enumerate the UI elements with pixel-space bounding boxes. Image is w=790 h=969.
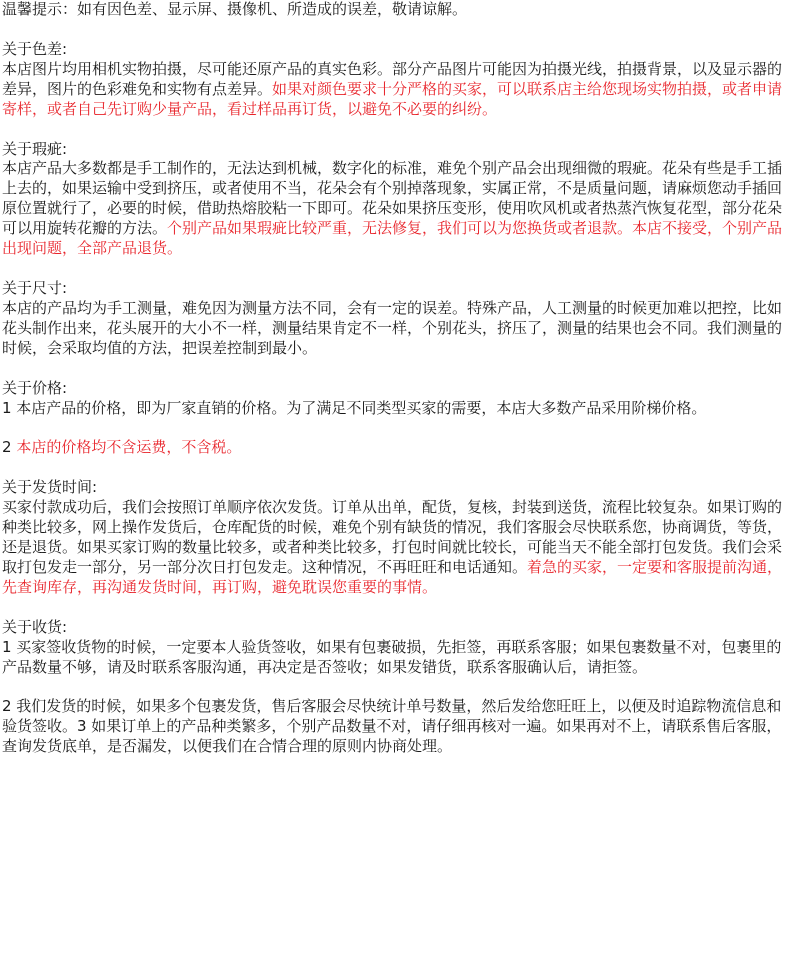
spacer [2, 359, 786, 379]
flaws-highlight: 个别产品如果瑕疵比较严重，无法修复，我们可以为您换货或者退款。本店不接受，个别产品出现问题，全部产品退货。 [2, 219, 783, 258]
price-heading: 关于价格: [2, 378, 68, 397]
spacer [2, 20, 786, 40]
color-diff-highlight: 如果对颜色要求十分严格的买家，可以联系店主给您现场实物拍摄，或者申请寄样，或者自己先订购少量产品，看过样品再订货，以避免不必要的纠纷。 [2, 79, 783, 118]
price-item-2-prefix: 2 [2, 438, 17, 457]
shipping-highlight: 着急的买家，一定要和客服提前沟通，先查询库存，再沟通发货时间，再订购，避免耽误您重要的事情。 [2, 557, 783, 596]
flaws-body: 本店产品大多数都是手工制作的，无法达到机械，数字化的标准，难免个别产品会出现细微的瑕疵。花朵有些是手工插上去的，如果运输中受到挤压，或者使用不当，花朵会有个别掉落现象，实属正常，不是质量问题，请麻烦您动手插回原位置就行了，必要的时候，借助热熔胶粘一下即可。花朵如果挤压变形，使用吹风机或者热蒸汽恢复花型，部分花朵可以用旋转花瓣的方法。 [2, 159, 783, 238]
price-item-2-highlight: 本店的价格均不含运费，不含税。 [16, 438, 242, 457]
price-item-2 [2, 438, 786, 458]
spacer [2, 458, 786, 478]
size-body: 本店的产品均为手工测量，难免因为测量方法不同，会有一定的误差。特殊产品，人工测量的时候更加难以把控，比如花头制作出来，花头展开的大小不一样，测量结果肯定不一样，个别花头，挤压了，测量的结果也会不同。我们测量的时候，会采取均值的方法，把误差控制到最小。 [2, 298, 783, 357]
spacer [2, 120, 786, 140]
shipping-body: 买家付款成功后，我们会按照订单顺序依次发货。订单从出单，配货，复核，封装到送货，流程比较复杂。如果订购的种类比较多，网上操作发货后，仓库配货的时候，难免个别有缺货的情况，我们客服会尽快联系您，协商调货，等货，还是退货。如果买家订购的数量比较多，或者种类比较多，打包时间就比较长，可能当天不能全部打包发货。我们会采取打包发走一部分，另一部分次日打包发走。这种情况，不再旺旺和电话通知。 [2, 498, 783, 576]
spacer [2, 259, 786, 279]
shipping-heading: 关于发货时间: [2, 478, 98, 497]
spacer [2, 677, 786, 697]
color-diff-paragraph [2, 60, 786, 120]
size-heading: 关于尺寸: [2, 278, 68, 297]
receiving-heading: 关于收货: [2, 617, 68, 636]
flaws-heading: 关于瑕疵: [2, 139, 68, 158]
intro-notice: 温馨提示：如有因色差、显示屏、摄像机、所造成的误差，敬请谅解。 [2, 0, 468, 18]
spacer [2, 598, 786, 618]
spacer [2, 418, 786, 438]
color-diff-body: 本店图片均用相机实物拍摄，尽可能还原产品的真实色彩。部分产品图片可能因为拍摄光线，拍摄背景，以及显示器的差异，图片的色彩难免和实物有点差异。 [2, 59, 783, 98]
shipping-paragraph [2, 498, 786, 598]
receiving-item-2: 2 我们发货的时候，如果多个包裹发货，售后客服会尽快统计单号数量，然后发给您旺旺上，以便及时追踪物流信息和验货签收。3 如果订单上的产品种类繁多，个别产品数量不对，请仔细再核对一遍。如果再对不上，请联系售后客服，查询发货底单，是否漏发，以便我们在合情合理的原则内协商处理。 [2, 697, 782, 756]
flaws-paragraph [2, 159, 786, 259]
receiving-item-1: 1 买家签收货物的时候，一定要本人验货签收，如果有包裹破损，先拒签，再联系客服；如果包裹数量不对，包裹里的产品数量不够，请及时联系客服沟通，再决定是否签收；如果发错货，联系客服确认后，请拒签。 [2, 637, 782, 676]
color-diff-heading: 关于色差: [2, 39, 68, 58]
price-item-1: 1 本店产品的价格，即为厂家直销的价格。为了满足不同类型买家的需要，本店大多数产品采用阶梯价格。 [2, 398, 707, 417]
